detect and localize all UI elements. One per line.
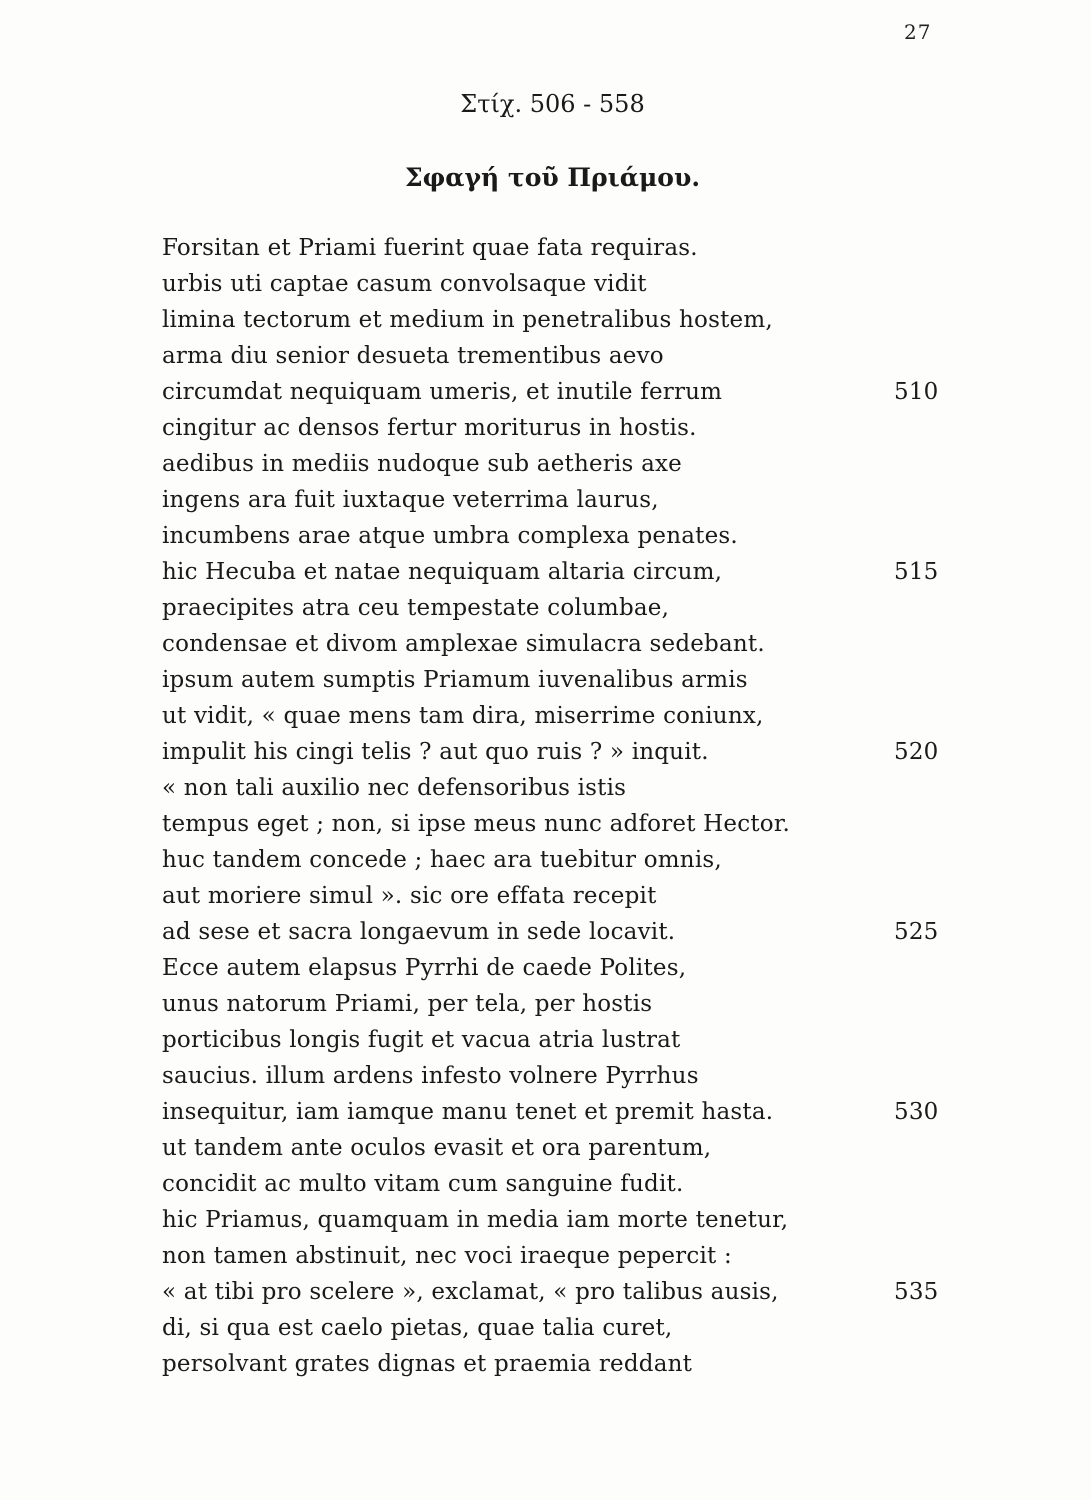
verse-line: [162, 410, 952, 446]
verse-range-heading: Στίχ. 506 - 558: [460, 90, 645, 118]
line-number: 510: [894, 379, 939, 405]
verse-line: [162, 986, 952, 1022]
verse-line: [162, 1202, 952, 1238]
verse-text: tempus eget ; non, si ipse meus nunc adforet Hector.: [162, 811, 790, 837]
section-title: Σφαγή τοῦ Πριάμου.: [404, 163, 701, 192]
verse-text: « at tibi pro scelere », exclamat, « pro talibus ausis,: [162, 1279, 779, 1305]
verse-line: [162, 1166, 952, 1202]
poem-text: [162, 230, 952, 1382]
verse-text: ingens ara fuit iuxtaque veterrima laurus,: [162, 487, 659, 513]
verse-line: [162, 1274, 952, 1310]
verse-text: hic Priamus, quamquam in media iam morte tenetur,: [162, 1207, 789, 1233]
verse-text: arma diu senior desueta trementibus aevo: [162, 343, 664, 369]
verse-text: incumbens arae atque umbra complexa penates.: [162, 523, 738, 549]
verse-line: [162, 626, 952, 662]
verse-text: di, si qua est caelo pietas, quae talia curet,: [162, 1315, 673, 1341]
line-number: 535: [894, 1279, 939, 1305]
verse-line: [162, 230, 952, 266]
verse-text: condensae et divom amplexae simulacra sedebant.: [162, 631, 765, 657]
verse-text: praecipites atra ceu tempestate columbae,: [162, 595, 670, 621]
verse-line: [162, 338, 952, 374]
verse-text: ut tandem ante oculos evasit et ora parentum,: [162, 1135, 712, 1161]
verse-line: [162, 554, 952, 590]
verse-text: ipsum autem sumptis Priamum iuvenalibus armis: [162, 667, 748, 693]
verse-line: [162, 590, 952, 626]
verse-line: [162, 1238, 952, 1274]
verse-text: urbis uti captae casum convolsaque vidit: [162, 271, 647, 297]
verse-line: [162, 806, 952, 842]
verse-text: porticibus longis fugit et vacua atria lustrat: [162, 1027, 681, 1053]
verse-line: [162, 770, 952, 806]
verse-line: [162, 950, 952, 986]
verse-text: limina tectorum et medium in penetralibus hostem,: [162, 307, 773, 333]
verse-line: [162, 1346, 952, 1382]
verse-text: concidit ac multo vitam cum sanguine fudit.: [162, 1171, 684, 1197]
verse-text: persolvant grates dignas et praemia reddant: [162, 1351, 693, 1377]
verse-text: non tamen abstinuit, nec voci iraeque pepercit :: [162, 1243, 732, 1269]
verse-text: unus natorum Priami, per tela, per hostis: [162, 991, 653, 1017]
verse-line: [162, 842, 952, 878]
verse-text: impulit his cingi telis ? aut quo ruis ? » inquit.: [162, 739, 709, 765]
verse-text: ad sese et sacra longaevum in sede locavit.: [162, 919, 676, 945]
verse-text: insequitur, iam iamque manu tenet et premit hasta.: [162, 1099, 774, 1125]
line-number: 525: [894, 919, 939, 945]
verse-line: [162, 266, 952, 302]
verse-text: aut moriere simul ». sic ore effata recepit: [162, 883, 657, 909]
verse-line: [162, 482, 952, 518]
verse-text: aedibus in mediis nudoque sub aetheris axe: [162, 451, 682, 477]
line-number: 520: [894, 739, 939, 765]
verse-line: [162, 302, 952, 338]
verse-line: [162, 446, 952, 482]
verse-text: « non tali auxilio nec defensoribus istis: [162, 775, 627, 801]
verse-line: [162, 662, 952, 698]
verse-text: Ecce autem elapsus Pyrrhi de caede Polites,: [162, 955, 687, 981]
verse-line: [162, 878, 952, 914]
verse-line: [162, 518, 952, 554]
verse-text: saucius. illum ardens infesto volnere Pyrrhus: [162, 1063, 699, 1089]
page-number: 27: [904, 20, 932, 44]
line-number: 515: [894, 559, 939, 585]
verse-line: [162, 1058, 952, 1094]
verse-line: [162, 914, 952, 950]
verse-text: circumdat nequiquam umeris, et inutile ferrum: [162, 379, 723, 405]
verse-text: huc tandem concede ; haec ara tuebitur omnis,: [162, 847, 722, 873]
verse-line: [162, 1022, 952, 1058]
verse-line: [162, 1310, 952, 1346]
verse-text: hic Hecuba et natae nequiquam altaria circum,: [162, 559, 723, 585]
verse-line: [162, 1130, 952, 1166]
line-number: 530: [894, 1099, 939, 1125]
verse-line: [162, 1094, 952, 1130]
verse-line: [162, 374, 952, 410]
verse-text: ut vidit, « quae mens tam dira, miserrime coniunx,: [162, 703, 764, 729]
verse-line: [162, 698, 952, 734]
verse-line: [162, 734, 952, 770]
verse-text: cingitur ac densos fertur moriturus in hostis.: [162, 415, 697, 441]
verse-text: Forsitan et Priami fuerint quae fata requiras.: [162, 235, 698, 261]
